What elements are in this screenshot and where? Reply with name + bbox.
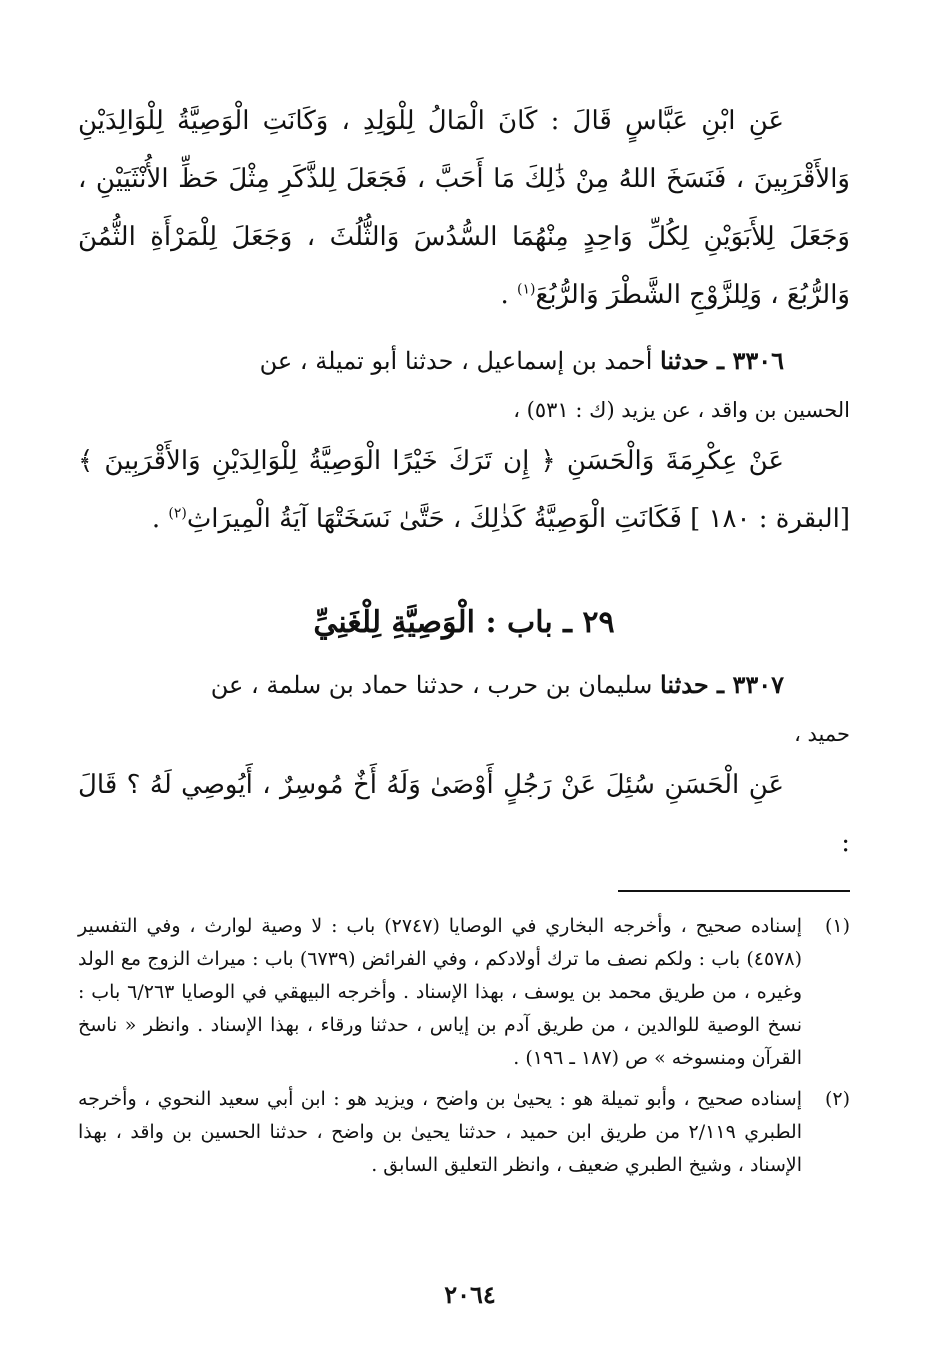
footnote-1-number: (١) — [824, 915, 850, 937]
footnote-marker-1: (١) — [517, 281, 536, 298]
hadith-3307-number: ٣٣٠٧ ـ حدثنا — [660, 670, 784, 699]
hadith-3306-text — [78, 432, 850, 548]
hadith-3305-matn: عَنِ ابْنِ عَبَّاسٍ قَالَ : كَانَ الْمَالُ لِلْوَلِدِ ، وَكَانَتِ الْوَصِيَّةُ لِلْوَالِدَيْنِ وَالأَقْرَبِينَ ، فَنَسَخَ اللهُ مِنْ ذَٰلِكَ مَا أَحَبَّ ، فَجَعَلَ لِلذَّكَرِ مِثْلَ حَظِّ الأُنْثَيَيْنِ ، وَجَعَلَ لِلأَبَوَيْنِ لِكُلِّ وَاحِدٍ مِنْهُمَا السُّدُسَ وَالثُّلُثَ ، وَجَعَلَ لِلْمَرْأَةِ الثُّمُنَ وَالرُّبُعَ ، وَلِلزَّوْجِ الشَّطْرَ وَالرُّبُعَ — [78, 106, 850, 310]
hadith-3307-isnad-line1: سليمان بن حرب ، حدثنا حماد بن سلمة ، عن — [210, 671, 661, 699]
footnote-2-text: إسناده صحيح ، وأبو تميلة هو : يحيىٰ بن واضح ، ويزيد هو : ابن أبي سعيد النحوي ، وأخرجه الطبري ٢/١١٩ من طريق ابن حميد ، حدثنا يحيىٰ بن واضح ، حدثنا الحسين بن واقد ، بهذا الإسناد ، وشيخ الطبري ضعيف ، وانظر التعليق السابق . — [78, 1088, 802, 1176]
hadith-3306-isnad — [78, 334, 850, 388]
page-number: ٢٠٦٤ — [444, 1280, 496, 1309]
chapter-title: ٢٩ ـ باب : الْوَصِيَّةِ لِلْغَنِيِّ — [313, 605, 615, 640]
hadith-3306-isnad-cont: الحسين بن واقد ، عن يزيد (ك : ٥٣١) ، — [513, 398, 850, 422]
hadith-3307-isnad-cont: حميد ، — [794, 722, 850, 746]
hadith-3307-text: عَنِ الْحَسَنِ سُئِلَ عَنْ رَجُلٍ أَوْصَىٰ وَلَهُ أَخٌ مُوسِرٌ ، أَيُوصِي لَهُ ؟ قَالَ : — [78, 770, 850, 858]
footnote-2-number: (٢) — [824, 1088, 850, 1110]
footnote-separator — [618, 890, 850, 892]
footnote-1-text: إسناده صحيح ، وأخرجه البخاري في الوصايا (٢٧٤٧) باب : لا وصية لوارث ، وفي التفسير (٤٥٧٨) باب : ولكم نصف ما ترك أولادكم ، وفي الفرائض (٦٧٣٩) باب : ميراث الزوج مع الولد وغيره ، من طريق محمد بن يوسف ، بهذا الإسناد . وأخرجه البيهقي في الوصايا ٦/٢٦٣ باب : نسخ الوصية للوالدين ، من طريق آدم بن إياس ، حدثنا ورقاء ، بهذا الإسناد . وانظر « ناسخ القرآن ومنسوخه » ص (١٨٧ ـ ١٩٦) . — [78, 915, 803, 1069]
hadith-3305-end: . — [500, 280, 518, 310]
footnote-marker-2: (٢) — [168, 505, 187, 522]
footnote-1 — [78, 910, 850, 1075]
hadith-3306-matn: عَنْ عِكْرِمَةَ وَالْحَسَنِ ﴿ إِن تَرَكَ خَيْرًا الْوَصِيَّةُ لِلْوَالِدَيْنِ وَالأَقْرَبِينَ ﴾ [البقرة : ١٨٠ ] فَكَانَتِ الْوَصِيَّةُ كَذٰلِكَ ، حَتَّىٰ نَسَخَتْهَا آيَةُ الْمِيرَاثِ — [78, 446, 850, 534]
hadith-3305-text — [78, 92, 850, 324]
hadith-3306-end: . — [151, 504, 169, 534]
page-body — [78, 92, 850, 1352]
footnote-2 — [78, 1083, 850, 1182]
hadith-3306-isnad-line1: أحمد بن إسماعيل ، حدثنا أبو تميلة ، عن — [259, 347, 661, 375]
hadith-3307-isnad — [78, 658, 850, 712]
hadith-3306-number: ٣٣٠٦ ـ حدثنا — [660, 346, 784, 375]
